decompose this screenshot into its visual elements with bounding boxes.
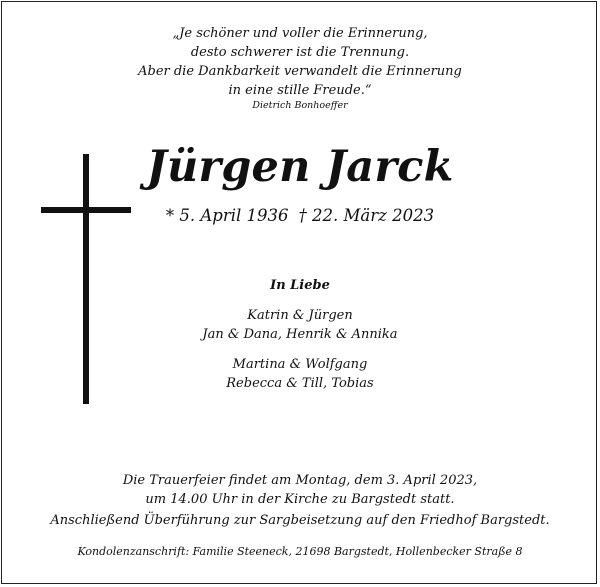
mourner-group bbox=[0, 306, 600, 344]
death-date: † 22. März 2023 bbox=[298, 206, 435, 225]
condolence-address: Kondolenzanschrift: Familie Steeneck, 21698 Bargstedt, Hollenbecker Straße 8 bbox=[77, 545, 523, 558]
life-dates bbox=[150, 204, 450, 228]
quote-line: „Je schöner und voller die Erinnerung, bbox=[172, 26, 428, 41]
funeral-service-details bbox=[0, 471, 600, 530]
mourner-line: Martina & Wolfgang bbox=[232, 357, 368, 372]
service-line: Die Trauerfeier findet am Montag, dem 3. April 2023, bbox=[122, 473, 478, 488]
birth-date: * 5. April 1936 bbox=[165, 206, 289, 225]
service-line: um 14.00 Uhr in der Kirche zu Bargstedt statt. bbox=[145, 492, 455, 507]
mourner-line: Jan & Dana, Henrik & Annika bbox=[202, 327, 398, 342]
quote-line: desto schwerer ist die Trennung. bbox=[190, 45, 410, 60]
quote-author: Dietrich Bonhoeffer bbox=[252, 100, 348, 111]
service-line: Anschließend Überführung zur Sargbeisetzung auf den Friedhof Bargstedt. bbox=[50, 513, 550, 528]
cross-icon-bar bbox=[41, 207, 131, 213]
bonhoeffer-quote bbox=[0, 24, 600, 100]
mourner-group bbox=[0, 355, 600, 393]
quote-line: Aber die Dankbarkeit verwandelt die Erinnerung bbox=[138, 64, 462, 79]
mourners-heading: In Liebe bbox=[270, 278, 330, 293]
deceased-name: Jürgen Jarck bbox=[146, 142, 454, 192]
mourner-line: Katrin & Jürgen bbox=[247, 308, 353, 323]
mourner-line: Rebecca & Till, Tobias bbox=[226, 376, 374, 391]
quote-line: in eine stille Freude.“ bbox=[228, 83, 372, 98]
